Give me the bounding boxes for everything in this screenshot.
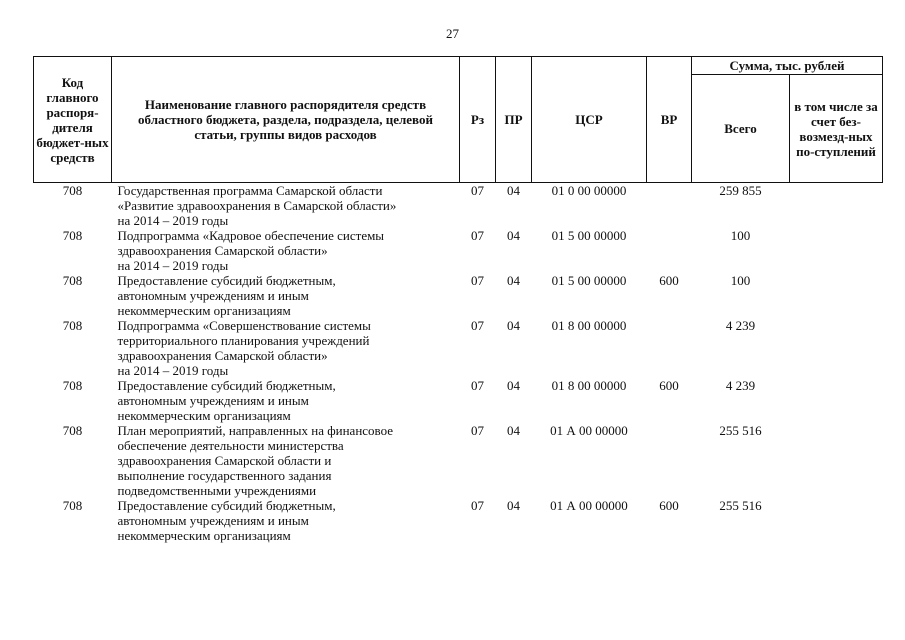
cell-name — [112, 228, 460, 273]
row-name-line: на 2014 – 2019 годы — [117, 363, 229, 378]
header-sum: Сумма, тыс. рублей — [692, 57, 883, 75]
cell-vr — [647, 318, 692, 378]
row-name-line: автономным учреждениям и иным — [117, 513, 309, 528]
cell-rz: 07 — [471, 498, 484, 513]
row-name-line: Подпрограмма «Совершенствование системы — [117, 318, 371, 333]
row-name-line: автономным учреждениям и иным — [117, 393, 309, 408]
cell-total: 255 516 — [719, 498, 762, 513]
cell-name — [112, 378, 460, 423]
cell-grant — [790, 378, 883, 423]
cell-pr: 04 — [507, 273, 520, 288]
cell-pr: 04 — [507, 423, 520, 438]
table-row — [34, 423, 883, 498]
header-grant: в том числе за счет без-возмезд-ных по-ступлений — [790, 75, 883, 183]
cell-name — [112, 498, 460, 543]
header-pr: ПР — [496, 57, 532, 183]
table-row — [34, 228, 883, 273]
cell-pr: 04 — [507, 183, 520, 198]
cell-pr: 04 — [507, 228, 520, 243]
cell-name — [112, 423, 460, 498]
cell-csr: 01 5 00 00000 — [551, 228, 627, 243]
header-csr: ЦСР — [532, 57, 647, 183]
cell-rz: 07 — [471, 318, 484, 333]
row-name-line: подведомственными учреждениями — [117, 483, 317, 498]
cell-total: 100 — [730, 228, 751, 243]
table-row — [34, 183, 883, 229]
cell-name — [112, 183, 460, 229]
header-name: Наименование главного распорядителя средств областного бюджета, раздела, подраздела, целевой статьи, группы видов расходов — [112, 57, 460, 183]
cell-code: 708 — [62, 318, 83, 333]
table-header — [34, 57, 883, 183]
cell-vr — [647, 423, 692, 498]
cell-code: 708 — [62, 423, 83, 438]
row-name-line: выполнение государственного задания — [117, 468, 332, 483]
row-name-line: Предоставление субсидий бюджетным, — [117, 273, 336, 288]
row-name-line: Подпрограмма «Кадровое обеспечение системы — [117, 228, 385, 243]
row-name-line: Предоставление субсидий бюджетным, — [117, 498, 336, 513]
cell-total: 4 239 — [725, 378, 756, 393]
table-row — [34, 318, 883, 378]
row-name-line: некоммерческим организациям — [117, 408, 291, 423]
row-name-line: План мероприятий, направленных на финансовое — [117, 423, 394, 438]
row-name-line: здравоохранения Самарской области» — [117, 243, 328, 258]
cell-total: 100 — [730, 273, 751, 288]
row-name-line: некоммерческим организациям — [117, 303, 291, 318]
cell-code: 708 — [62, 228, 83, 243]
cell-code: 708 — [62, 378, 83, 393]
cell-pr: 04 — [507, 318, 520, 333]
cell-grant — [790, 273, 883, 318]
cell-rz: 07 — [471, 183, 484, 198]
cell-rz: 07 — [471, 423, 484, 438]
cell-pr: 04 — [507, 498, 520, 513]
cell-csr: 01 8 00 00000 — [551, 378, 627, 393]
row-name-line: на 2014 – 2019 годы — [117, 258, 229, 273]
cell-total: 255 516 — [719, 423, 762, 438]
cell-total: 4 239 — [725, 318, 756, 333]
page-number: 27 — [446, 26, 459, 41]
cell-code: 708 — [62, 183, 83, 198]
cell-vr — [647, 228, 692, 273]
cell-grant — [790, 498, 883, 543]
cell-vr — [647, 183, 692, 229]
header-vr: ВР — [647, 57, 692, 183]
header-total: Всего — [692, 75, 790, 183]
cell-grant — [790, 228, 883, 273]
table-row — [34, 273, 883, 318]
table-row — [34, 498, 883, 543]
cell-csr: 01 А 00 00000 — [550, 498, 628, 513]
cell-rz: 07 — [471, 228, 484, 243]
cell-vr: 600 — [659, 498, 679, 513]
row-name-line: «Развитие здравоохранения в Самарской области» — [117, 198, 397, 213]
cell-pr: 04 — [507, 378, 520, 393]
table-body — [34, 183, 883, 544]
row-name-line: здравоохранения Самарской области и — [117, 453, 332, 468]
cell-rz: 07 — [471, 273, 484, 288]
cell-code: 708 — [62, 498, 83, 513]
cell-grant — [790, 183, 883, 229]
cell-grant — [790, 318, 883, 378]
cell-rz: 07 — [471, 378, 484, 393]
row-name-line: Государственная программа Самарской области — [117, 183, 383, 198]
row-name-line: территориального планирования учреждений — [117, 333, 370, 348]
header-code: Код главного распоря-дителя бюджет-ных средств — [34, 57, 112, 183]
cell-csr: 01 8 00 00000 — [551, 318, 627, 333]
cell-vr: 600 — [659, 273, 679, 288]
cell-csr: 01 А 00 00000 — [550, 423, 628, 438]
row-name-line: здравоохранения Самарской области» — [117, 348, 328, 363]
table-row — [34, 378, 883, 423]
row-name-line: некоммерческим организациям — [117, 528, 291, 543]
cell-grant — [790, 423, 883, 498]
budget-table — [33, 56, 883, 543]
row-name-line: автономным учреждениям и иным — [117, 288, 309, 303]
cell-code: 708 — [62, 273, 83, 288]
cell-name — [112, 273, 460, 318]
cell-total: 259 855 — [719, 183, 762, 198]
cell-vr: 600 — [659, 378, 679, 393]
row-name-line: обеспечение деятельности министерства — [117, 438, 344, 453]
row-name-line: на 2014 – 2019 годы — [117, 213, 229, 228]
cell-csr: 01 0 00 00000 — [551, 183, 627, 198]
header-rz: Рз — [460, 57, 496, 183]
cell-csr: 01 5 00 00000 — [551, 273, 627, 288]
cell-name — [112, 318, 460, 378]
row-name-line: Предоставление субсидий бюджетным, — [117, 378, 336, 393]
